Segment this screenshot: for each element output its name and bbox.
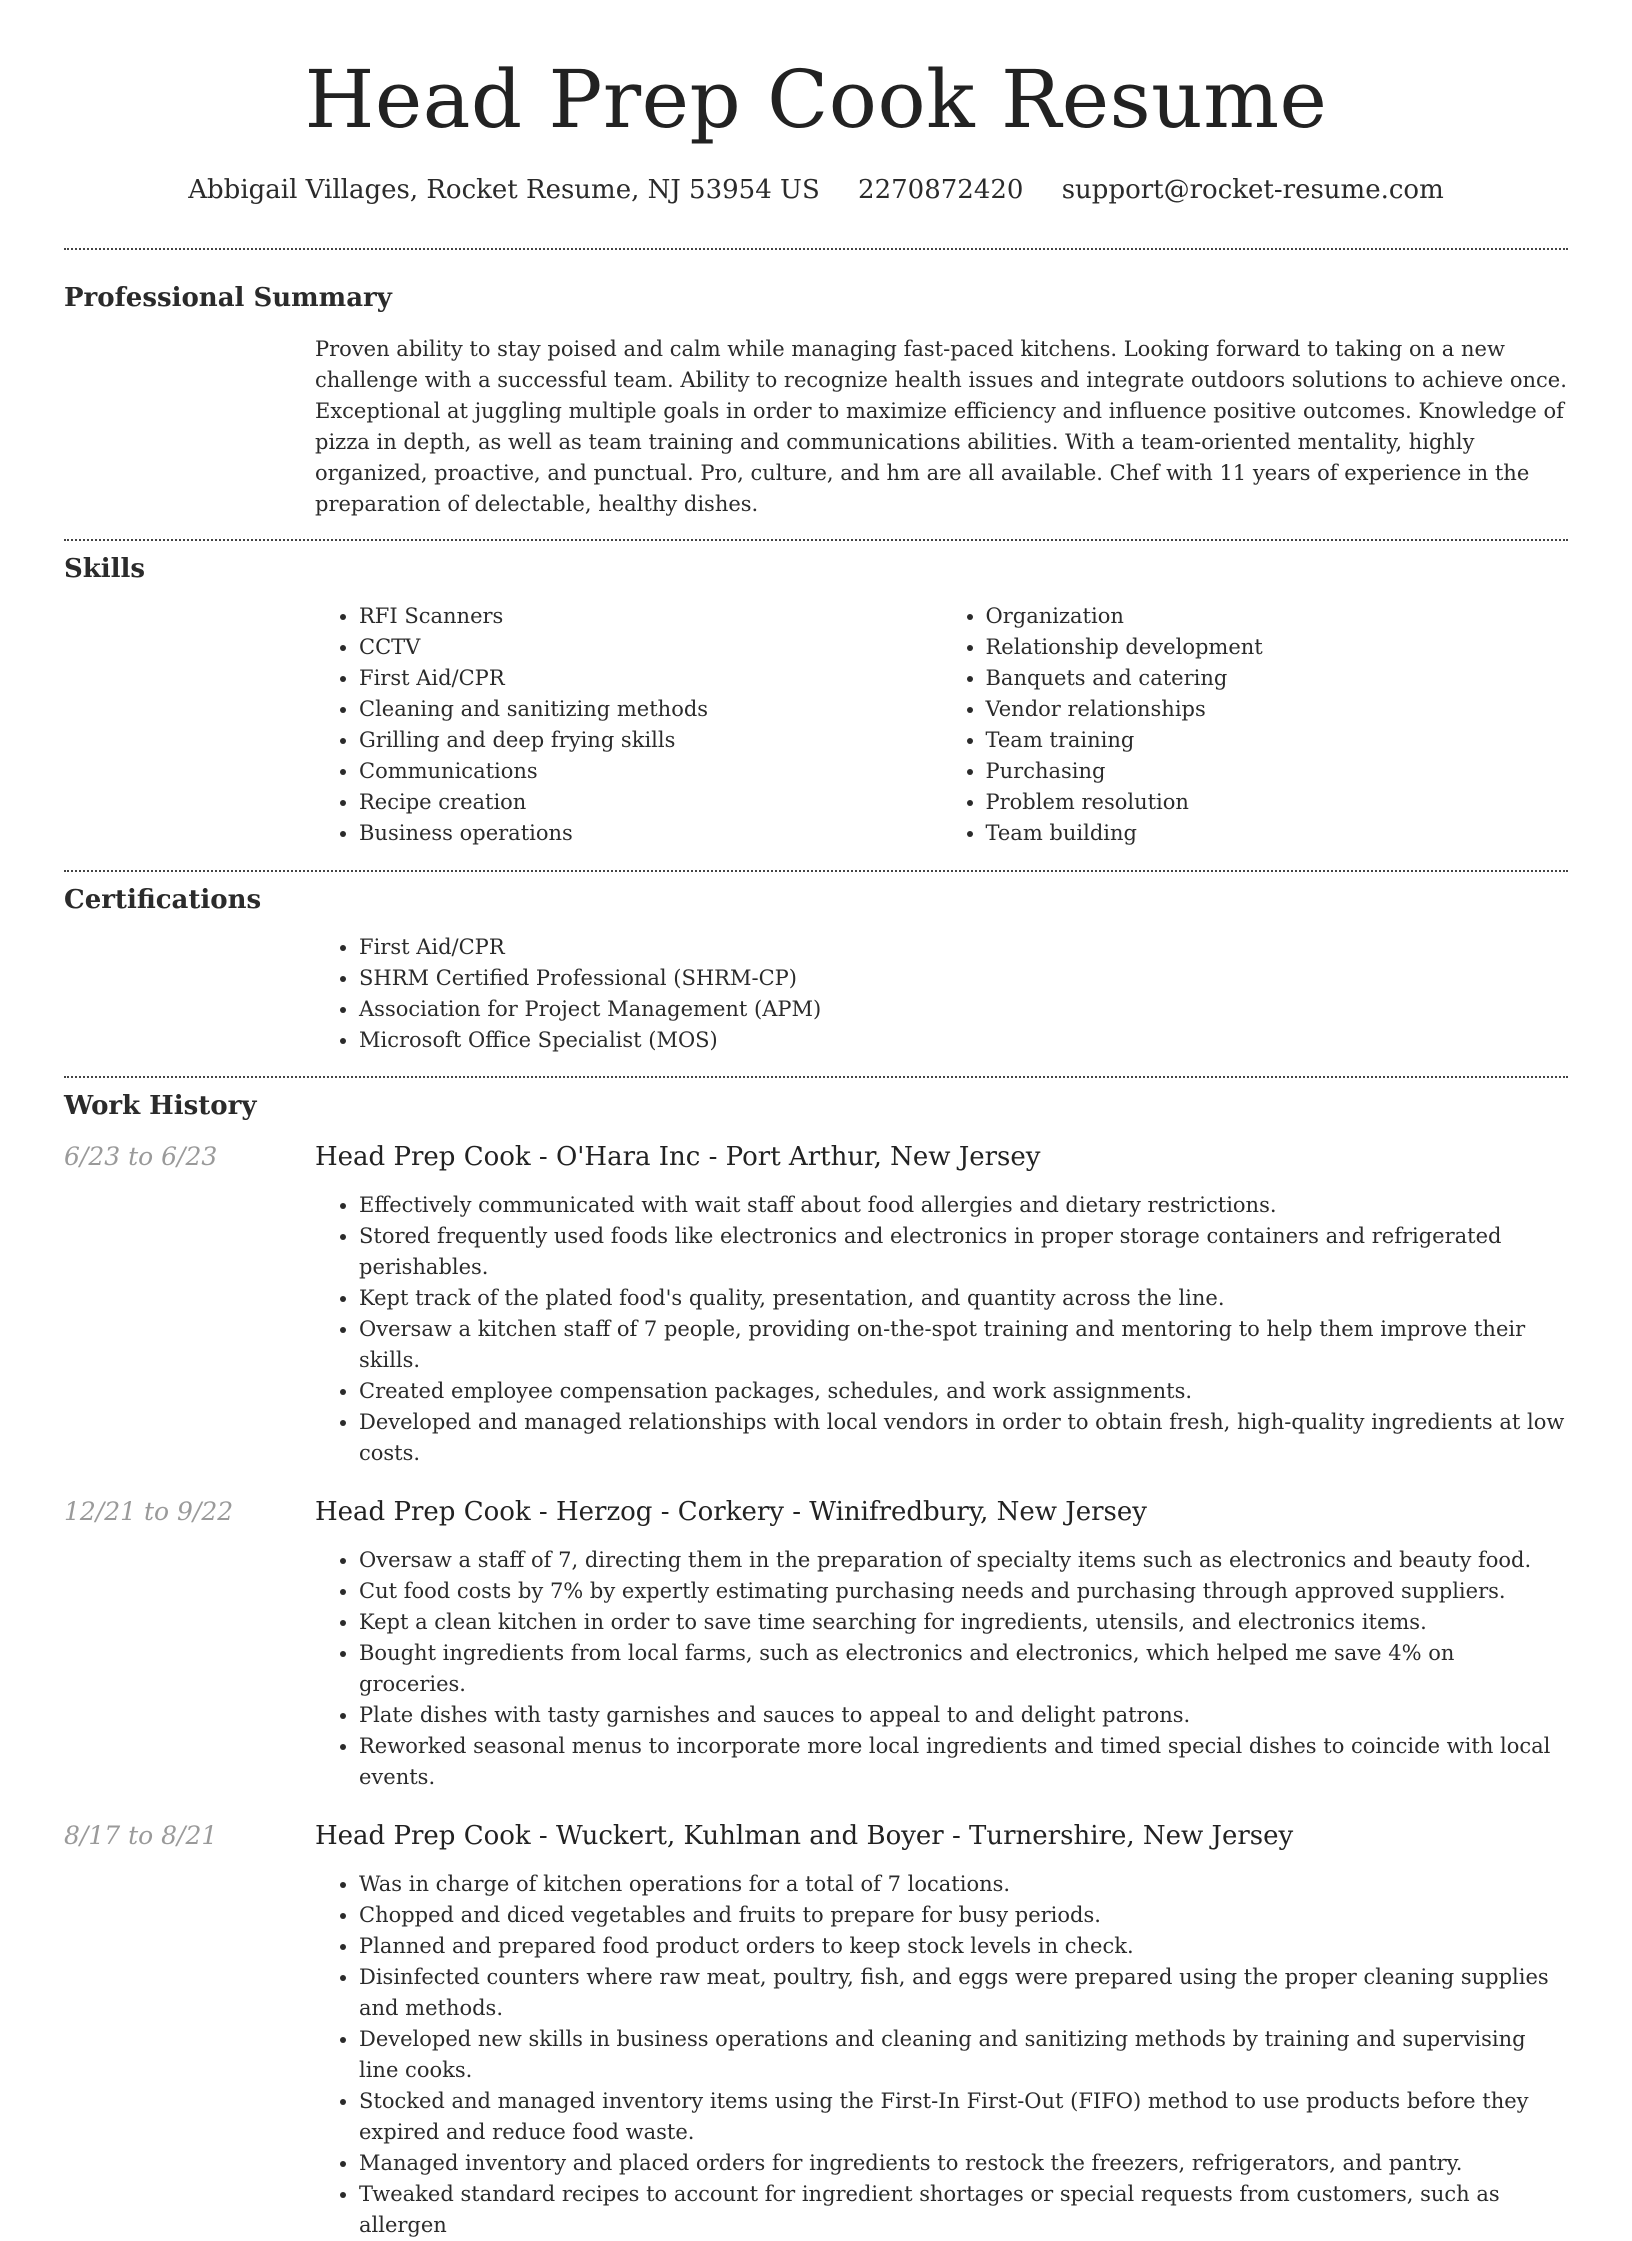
- certifications-list: [315, 932, 1568, 1056]
- job-bullet: • Effectively communicated with wait staff about food allergies and dietary restrictions.: [359, 1190, 1568, 1221]
- summary-heading: Professional Summary: [64, 283, 392, 313]
- skill-item: • Cleaning and sanitizing methods: [359, 694, 942, 725]
- skill-item: • Banquets and catering: [986, 663, 1569, 694]
- section-divider: [64, 248, 1568, 250]
- skill-item: • Team building: [986, 818, 1569, 849]
- job-bullet: • Chopped and diced vegetables and fruits to prepare for busy periods.: [359, 1900, 1568, 1931]
- job-entry: [64, 1142, 1568, 1469]
- contact-line: [64, 170, 1568, 210]
- certification-item: • Microsoft Office Specialist (MOS): [359, 1025, 1568, 1056]
- skill-item: • Relationship development: [986, 632, 1569, 663]
- skill-item: • First Aid/CPR: [359, 663, 942, 694]
- job-title: Head Prep Cook - O'Hara Inc - Port Arthur, New Jersey: [315, 1142, 1041, 1172]
- job-bullets: [315, 1545, 1568, 1793]
- job-date: 12/21 to 9/22: [64, 1497, 234, 1526]
- skill-item: • Organization: [986, 601, 1569, 632]
- summary-text: Proven ability to stay poised and calm while managing fast-paced kitchens. Looking forward to taking on a new challenge with a successful team. Ability to recognize health issues and integrate outdoors solutions to achieve once. Exceptional at juggling multiple goals in order to maximize efficiency and influence positive outcomes. Knowledge of pizza in depth, as well as team training and communications abilities. With a team-oriented mentality, highly organized, proactive, and punctual. Pro, culture, and hm are all available. Chef with 11 years of experience in the preparation of delectable, healthy dishes.: [315, 337, 1567, 516]
- work-history-section: [64, 1088, 1568, 2241]
- job-bullets: [315, 1869, 1568, 2241]
- section-divider: [64, 539, 1568, 541]
- job-bullet: • Bought ingredients from local farms, such as electronics and electronics, which helped me save 4% on groceries.: [359, 1638, 1568, 1700]
- job-date: 8/17 to 8/21: [64, 1821, 218, 1850]
- certifications-section: [64, 882, 1568, 1056]
- section-divider: [64, 870, 1568, 872]
- skill-item: • Team training: [986, 725, 1569, 756]
- certification-item: • First Aid/CPR: [359, 932, 1568, 963]
- job-bullet: • Kept a clean kitchen in order to save time searching for ingredients, utensils, and electronics items.: [359, 1607, 1568, 1638]
- skill-item: • Communications: [359, 756, 942, 787]
- job-entry: [64, 1497, 1568, 1793]
- certification-item: • SHRM Certified Professional (SHRM-CP): [359, 963, 1568, 994]
- skill-item: • Business operations: [359, 818, 942, 849]
- job-title: Head Prep Cook - Wuckert, Kuhlman and Boyer - Turnershire, New Jersey: [315, 1821, 1294, 1851]
- resume-page: [64, 0, 1568, 2241]
- job-entry: [64, 1821, 1568, 2241]
- job-bullet: • Created employee compensation packages, schedules, and work assignments.: [359, 1376, 1568, 1407]
- summary-section: [64, 280, 1568, 520]
- section-divider: [64, 1076, 1568, 1078]
- certifications-heading: Certifications: [64, 885, 262, 915]
- skill-item: • RFI Scanners: [359, 601, 942, 632]
- certification-item: • Association for Project Management (APM): [359, 994, 1568, 1025]
- skill-item: • CCTV: [359, 632, 942, 663]
- job-bullet: • Stocked and managed inventory items using the First-In First-Out (FIFO) method to use products before they expired and reduce food waste.: [359, 2086, 1568, 2148]
- job-bullet: • Kept track of the plated food's quality, presentation, and quantity across the line.: [359, 1283, 1568, 1314]
- job-bullet: • Was in charge of kitchen operations for a total of 7 locations.: [359, 1869, 1568, 1900]
- contact-address: Abbigail Villages, Rocket Resume, NJ 53954 US: [188, 175, 820, 205]
- job-bullet: • Tweaked standard recipes to account for ingredient shortages or special requests from customers, such as allergen: [359, 2179, 1568, 2241]
- contact-email: support@rocket-resume.com: [1061, 175, 1444, 205]
- skills-heading: Skills: [64, 554, 146, 584]
- job-bullet: • Stored frequently used foods like electronics and electronics in proper storage containers and refrigerated perishables.: [359, 1221, 1568, 1283]
- job-bullet: • Oversaw a staff of 7, directing them in the preparation of specialty items such as electronics and beauty food.: [359, 1545, 1568, 1576]
- skills-list-right: [942, 601, 1569, 849]
- job-bullet: • Cut food costs by 7% by expertly estimating purchasing needs and purchasing through approved suppliers.: [359, 1576, 1568, 1607]
- job-bullet: • Disinfected counters where raw meat, poultry, fish, and eggs were prepared using the proper cleaning supplies and methods.: [359, 1962, 1568, 2024]
- skill-item: • Vendor relationships: [986, 694, 1569, 725]
- work-history-heading: Work History: [64, 1091, 257, 1121]
- skill-item: • Recipe creation: [359, 787, 942, 818]
- skill-item: • Problem resolution: [986, 787, 1569, 818]
- skills-list-left: [315, 601, 942, 849]
- resume-title: Head Prep Cook Resume: [304, 53, 1328, 146]
- job-bullet: • Developed and managed relationships with local vendors in order to obtain fresh, high-quality ingredients at low costs.: [359, 1407, 1568, 1469]
- job-bullet: • Plate dishes with tasty garnishes and sauces to appeal to and delight patrons.: [359, 1700, 1568, 1731]
- skills-section: [64, 551, 1568, 849]
- skill-item: • Grilling and deep frying skills: [359, 725, 942, 756]
- job-bullet: • Reworked seasonal menus to incorporate more local ingredients and timed special dishes to coincide with local events.: [359, 1731, 1568, 1793]
- job-bullet: • Planned and prepared food product orders to keep stock levels in check.: [359, 1931, 1568, 1962]
- job-bullet: • Managed inventory and placed orders for ingredients to restock the freezers, refrigerators, and pantry.: [359, 2148, 1568, 2179]
- contact-phone: 2270872420: [858, 175, 1024, 205]
- job-bullet: • Developed new skills in business operations and cleaning and sanitizing methods by training and supervising line cooks.: [359, 2024, 1568, 2086]
- skill-item: • Purchasing: [986, 756, 1569, 787]
- job-title: Head Prep Cook - Herzog - Corkery - Winifredbury, New Jersey: [315, 1497, 1147, 1527]
- job-bullet: • Oversaw a kitchen staff of 7 people, providing on-the-spot training and mentoring to help them improve their skills.: [359, 1314, 1568, 1376]
- job-bullets: [315, 1190, 1568, 1469]
- job-date: 6/23 to 6/23: [64, 1142, 218, 1171]
